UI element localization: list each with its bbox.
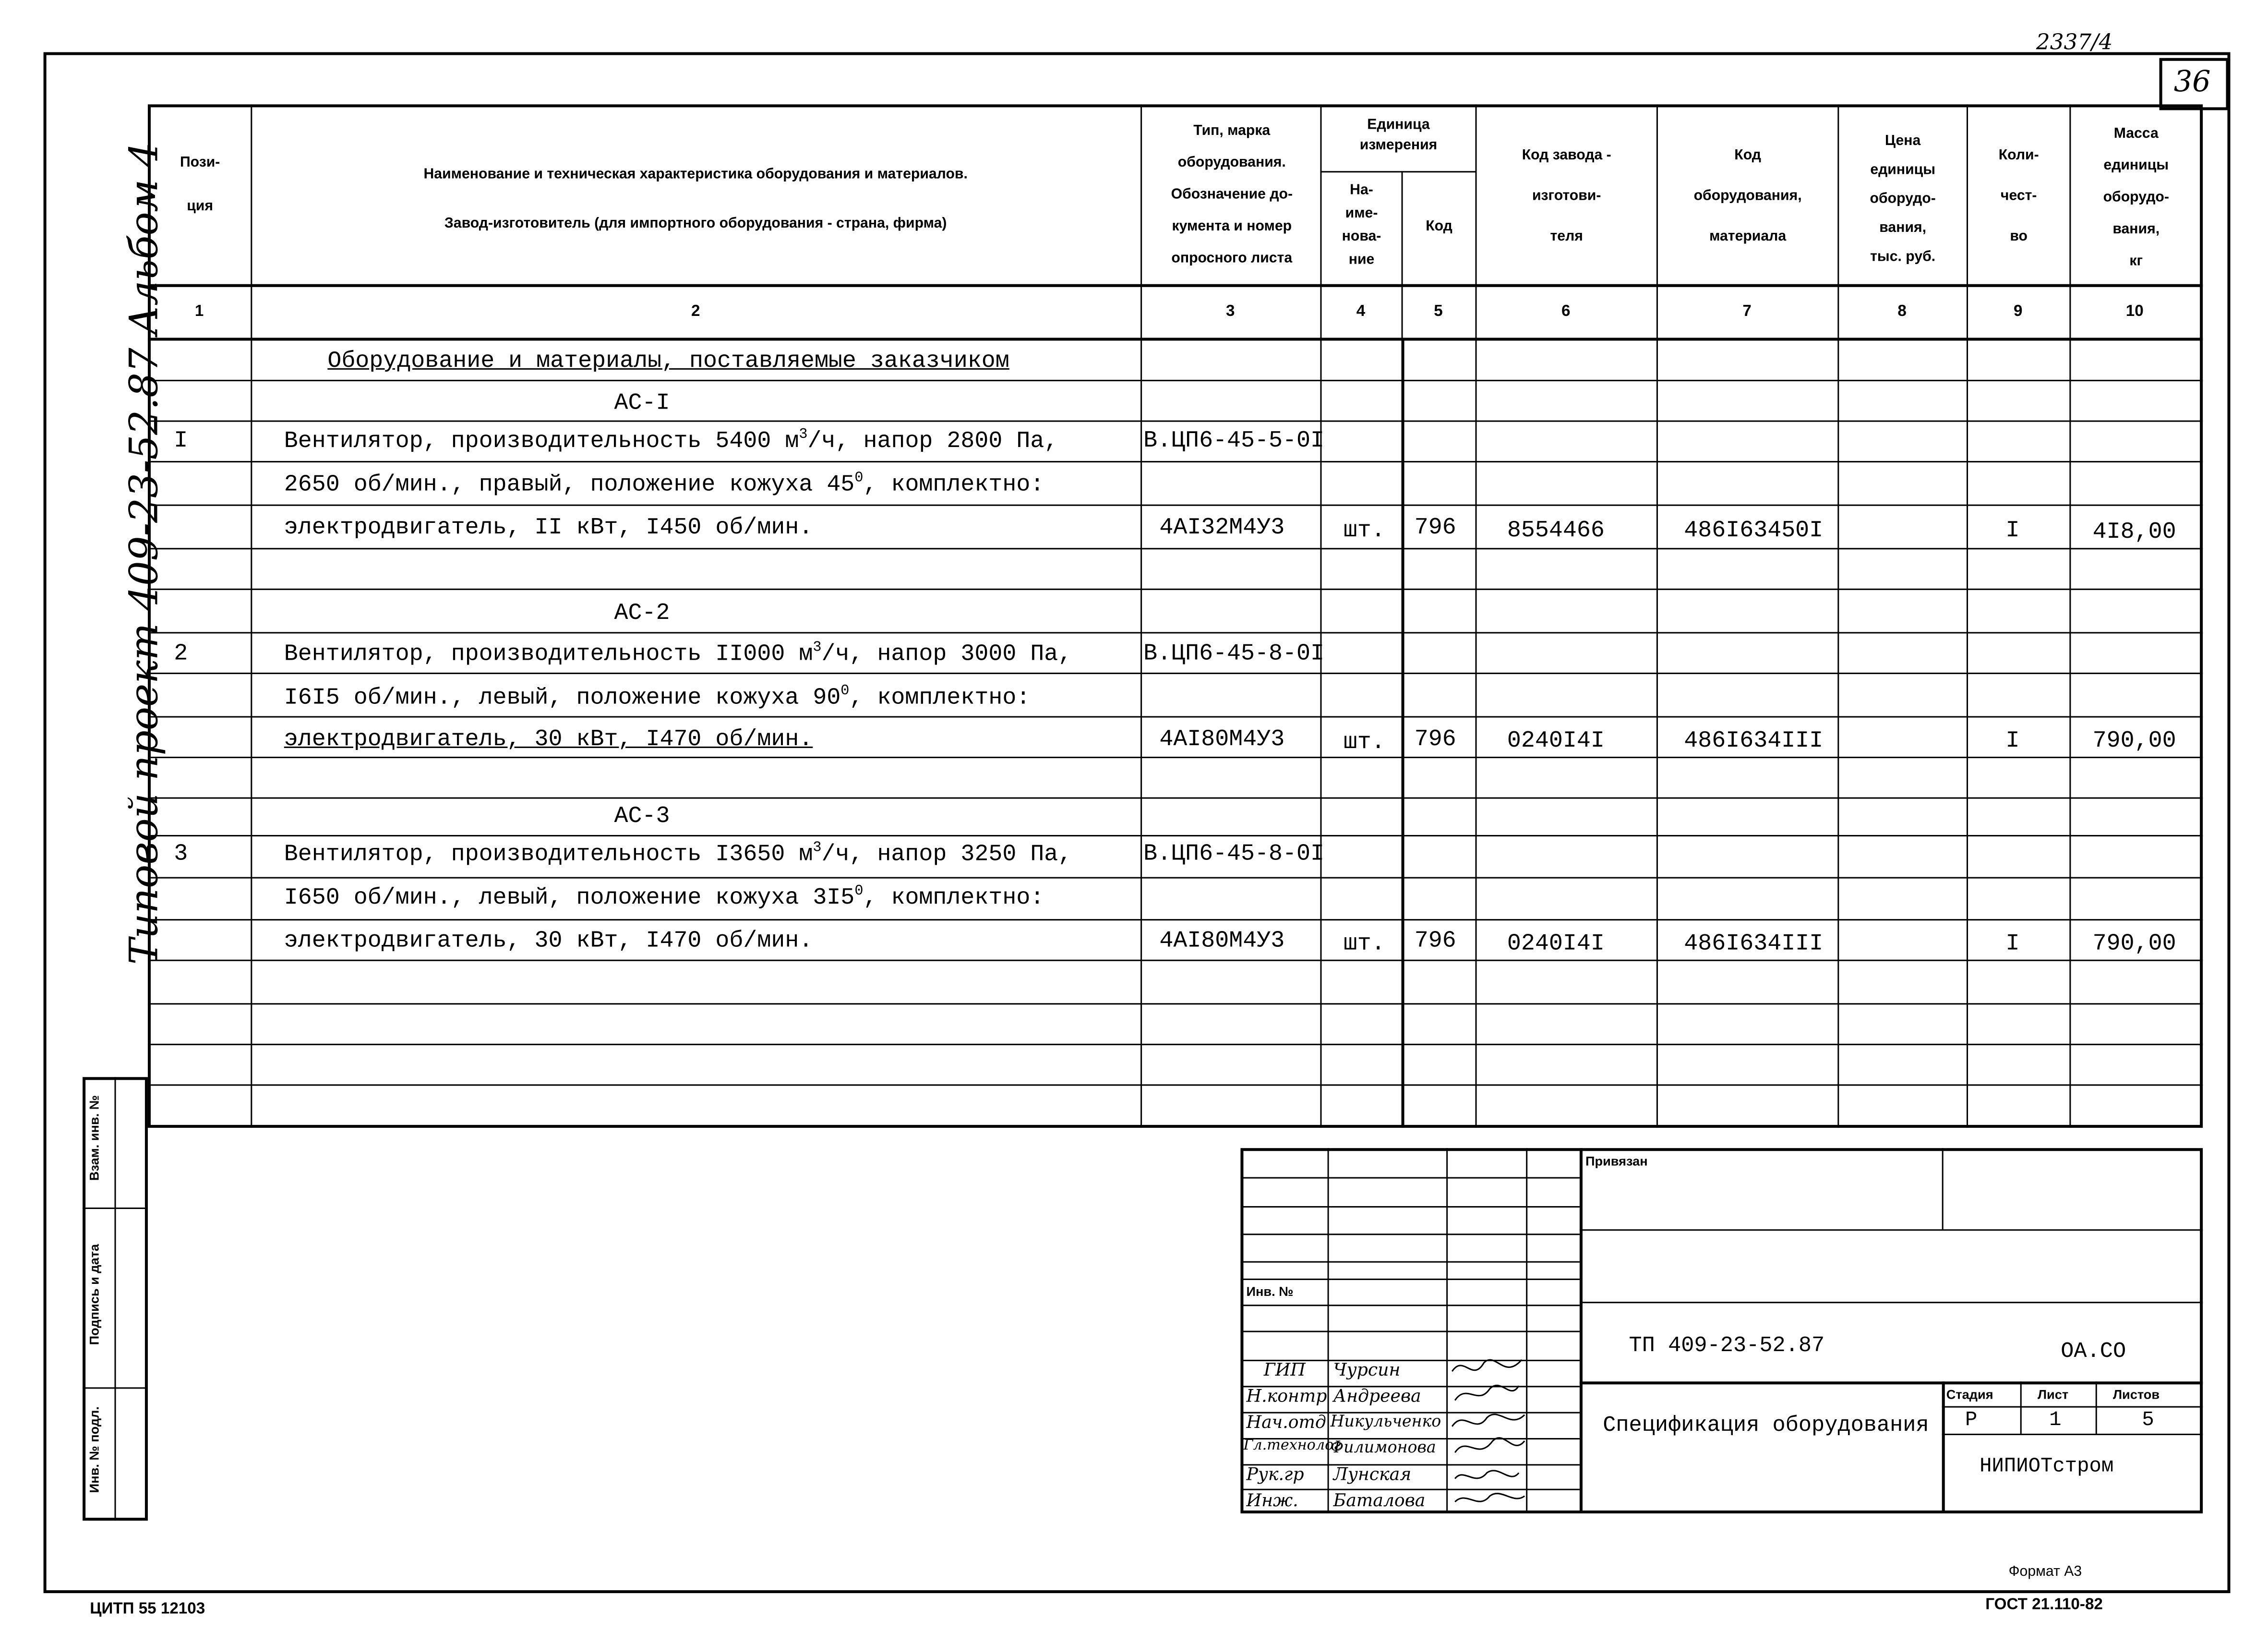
type-cell: 4АI32М4У3 [1159,514,1285,541]
mass-cell: 4I8,00 [2092,519,2176,545]
stamp-rule [1240,1177,1579,1179]
hdr-price-line: Цена [1885,133,1921,149]
left-margin-divider [115,1077,116,1521]
colnum-9: 9 [2013,303,2023,321]
hdr-equip-line: Код [1734,147,1761,164]
unit-cell: шт. [1343,517,1385,544]
item-line: 2650 об/мин., правый, положение кожуха $45^0$, комплектно: [284,471,1044,498]
hdr-name-line: Наименование и техническая характеристика оборудования и материалов. [423,167,968,183]
col-line [1967,104,1968,1128]
hdr-type-line: опросного листа [1171,251,1293,267]
stamp-inv-no: Инв. № [1246,1284,1294,1299]
unit-cell: шт. [1343,729,1385,755]
item-line: I650 об/мин., левый, положение кожуха $3I5^0$, комплектно: [284,884,1044,911]
hdr-price-line: единицы [1870,162,1936,179]
hdr-mass [2072,119,2200,278]
hdr-unit-line: измерения [1359,137,1438,154]
hdr-position-line: ция [187,198,214,215]
unit-code-cell: 796 [1414,514,1456,541]
row-rule [148,461,2203,462]
role: Нач.отд [1246,1412,1326,1432]
row-rule [148,380,2203,381]
position-number: 2 [174,641,188,667]
stamp-rule [1240,1331,1579,1332]
position-number: I [174,427,188,454]
row-rule [148,673,2203,674]
signer-name: Андреева [1333,1386,1421,1406]
colnum-1: 1 [194,303,204,321]
stamp-rule [1240,1279,1579,1280]
hdr-equip-code [1659,136,1836,258]
unit-code-cell: 796 [1414,928,1456,954]
item-line: электродвигатель, 30 кВт, I470 об/мин. [284,928,813,954]
plant-code-cell: 0240I4I [1507,727,1605,754]
col-line [1140,104,1142,1128]
col-line [1476,104,1477,1128]
hdr-qty [1969,136,2068,258]
equip-code-cell: 486I63450I [1684,517,1824,544]
left-margin-rule [83,1208,148,1209]
row-rule [148,1044,2203,1045]
margin-label-inv: Инв. № подл. [87,1406,102,1493]
group-title: АС-3 [614,803,670,829]
hdr-mass-line: кг [2129,254,2143,270]
stamp-rule [1240,1233,1579,1235]
signer-name: Филимонова [1330,1438,1436,1457]
hdr-position [152,142,248,229]
hdr-mass-line: вания, [2112,221,2160,238]
row-rule [148,548,2203,549]
colnum-6: 6 [1561,303,1571,321]
hdr-price-line: вания, [1879,220,1927,237]
colnum-3: 3 [1226,303,1235,321]
header-bottom-rule [148,284,2203,287]
stamp-privyazan: Привязан [1585,1154,1648,1169]
hdr-position-line: Пози- [180,155,220,171]
row-rule [148,716,2203,717]
row-rule [148,421,2203,422]
equip-code-cell: 486I634III [1684,931,1824,957]
row-rule [148,757,2203,758]
page-number: 36 [2173,63,2211,99]
stamp-stage-label: Стадия [1946,1387,1993,1402]
hdr-unit-group [1321,116,1475,157]
unit-cell: шт. [1343,931,1385,957]
stamp-sheets: 5 [2142,1409,2154,1432]
colnum-8: 8 [1897,303,1907,321]
signer-name: Чурсин [1333,1359,1401,1380]
hdr-name-line: Завод-изготовитель (для импортного оборудования - страна, фирма) [444,216,947,232]
stamp-rule [1942,1406,2203,1408]
row-rule [148,835,2203,836]
plant-code-cell: 8554466 [1507,517,1605,544]
hdr-type [1143,116,1320,276]
type-cell: 4АI80М4У3 [1159,928,1285,954]
row-rule [148,505,2203,506]
footer-left: ЦИТП 55 12103 [90,1600,205,1618]
stamp-mark: ОА.СО [2061,1339,2126,1365]
hdr-qty-line: чест- [2000,188,2037,205]
hdr-unit-name [1321,180,1401,272]
unit-code-cell: 796 [1414,726,1456,752]
col-line [1402,339,1404,1127]
position-number: 3 [174,841,188,867]
stamp-rule [1240,1305,1579,1306]
sheet-code-top: 2337/4 [2036,29,2113,55]
side-caption: Типовой проект 409-23-52.87 Альбом 4 [122,142,168,965]
plant-code-cell: 0240I4I [1507,931,1605,957]
hdr-type-line: Обозначение до- [1171,187,1293,203]
hdr-plant-line: Код завода - [1522,147,1611,164]
stamp-rule [1942,1434,2203,1435]
title-block-divider [1580,1148,1583,1513]
hdr-plant-code [1478,136,1655,258]
hdr-type-line: кумента и номер [1172,218,1292,235]
type-cell: В.ЦП6-45-8-0I [1143,641,1325,667]
hdr-qty-line: Коли- [1998,147,2039,164]
hdr-unit-name-line: На- [1350,182,1373,199]
col-line [1837,104,1839,1128]
hdr-price-line: тыс. руб. [1870,249,1936,266]
signature-scribbles [1446,1351,1533,1513]
margin-label-podpis: Подпись и дата [87,1244,102,1345]
colnum-2: 2 [691,303,700,321]
footer-format: Формат А3 [2008,1564,2082,1580]
col-line [2069,104,2071,1128]
qty-cell: I [2005,727,2020,754]
hdr-equip-line: оборудования, [1693,188,1802,205]
signer-name: Баталова [1333,1490,1426,1511]
type-cell: В.ЦП6-45-5-0I [1143,427,1325,454]
colnum-7: 7 [1742,303,1752,321]
hdr-unit-name-line: име- [1345,206,1378,222]
stamp-rule [1580,1229,2203,1231]
row-rule [148,589,2203,590]
hdr-type-line: оборудования. [1177,155,1286,171]
group-title: АС-2 [614,600,670,627]
margin-label-vzam: Взам. инв. № [87,1095,102,1181]
group-title: АС-I [614,390,670,416]
stamp-rule [1580,1381,2203,1384]
stamp-sheet-label: Лист [2037,1387,2069,1402]
hdr-plant-line: теля [1550,229,1583,245]
row-rule [148,919,2203,920]
stamp-col [1942,1381,1945,1513]
hdr-unit-code: Код [1426,218,1452,235]
mass-cell: 790,00 [2092,931,2176,957]
hdr-unit-name-line: ние [1348,252,1375,268]
role: Рук.гр [1246,1464,1304,1485]
hdr-unit-name-line: нова- [1342,229,1381,245]
row-rule [148,1003,2203,1004]
colnum-10: 10 [2125,303,2144,321]
qty-cell: I [2005,931,2020,957]
stamp-rule [1240,1206,1579,1208]
stamp-sheets-label: Листов [2112,1387,2160,1402]
stamp-doc-code: ТП 409-23-52.87 [1629,1333,1825,1358]
hdr-type-line: Тип, марка [1193,123,1271,139]
hdr-mass-line: оборудо- [2103,190,2169,206]
stamp-col [1942,1148,1944,1229]
type-cell: 4АI80М4У3 [1159,726,1285,752]
qty-cell: I [2005,517,2020,544]
item-line: электродвигатель, 30 кВт, I470 об/мин. [284,726,813,752]
section-title: Оборудование и материалы, поставляемые заказчиком [327,348,1009,374]
type-cell: В.ЦП6-45-8-0I [1143,841,1325,867]
row-rule [148,798,2203,799]
col-line [1656,104,1658,1128]
row-rule [148,960,2203,961]
item-line: электродвигатель, II кВт, I450 об/мин. [284,514,813,541]
item-line: Вентилятор, производительность II000 $м^3/ч$, напор 3000 Па, [284,641,1072,667]
hdr-mass-line: Масса [2113,126,2159,142]
hdr-equip-line: материала [1709,229,1787,245]
role: ГИП [1263,1359,1306,1380]
signer-name: Лунская [1333,1464,1412,1485]
hdr-price-line: оборудо- [1870,191,1936,207]
item-line: Вентилятор, производительность 5400 $м^3/ч$, напор 2800 Па, [284,427,1058,454]
hdr-name [258,151,1133,249]
stamp-title: Спецификация оборудования [1603,1413,1929,1438]
role: Инж. [1246,1490,1298,1511]
stamp-rule [1240,1261,1579,1263]
stamp-rule [1580,1302,2203,1303]
role: Н.контр [1246,1386,1327,1406]
hdr-mass-line: единицы [2103,158,2169,174]
row-rule [148,877,2203,879]
unit-group-rule [1320,171,1475,172]
hdr-plant-line: изготови- [1532,188,1601,205]
mass-cell: 790,00 [2092,727,2176,754]
stamp-sheet: 1 [2049,1409,2062,1432]
stamp-org: НИПИОТстром [1980,1455,2114,1479]
hdr-qty-line: во [2010,229,2028,245]
signer-name: Никульченко [1330,1412,1441,1431]
item-line: Вентилятор, производительность I3650 $м^3/ч$, напор 3250 Па, [284,841,1072,868]
colnum-5: 5 [1434,303,1443,321]
colnum-4: 4 [1356,303,1366,321]
item-line: I6I5 об/мин., левый, положение кожуха $90^0$, комплектно: [284,684,1031,711]
equip-code-cell: 486I634III [1684,727,1824,754]
role: Гл.технолог [1243,1438,1341,1454]
hdr-unit-line: Единица [1367,117,1430,133]
stamp-stage: Р [1965,1409,1978,1432]
colnum-bottom-rule [148,338,2203,340]
hdr-price [1840,128,1965,273]
footer-gost: ГОСТ 21.110-82 [1985,1596,2103,1614]
row-rule [148,1084,2203,1086]
row-rule [148,632,2203,633]
